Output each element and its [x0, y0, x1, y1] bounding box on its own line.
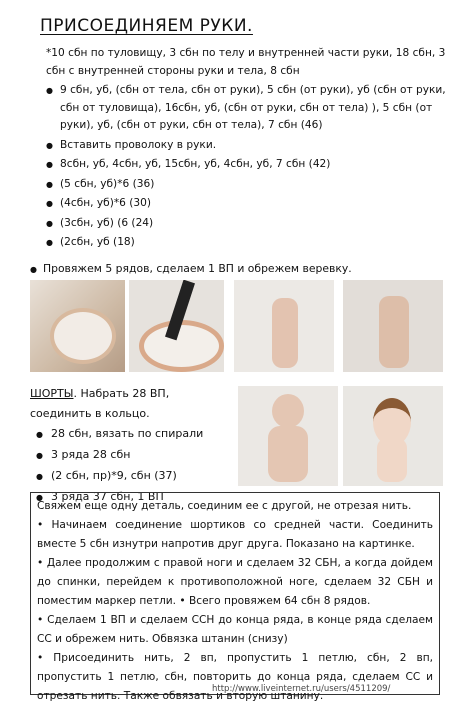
- shorts-heading: ШОРТЫ: [30, 387, 74, 400]
- list-item: ● 28 сбн, вязать по спирали: [36, 424, 230, 445]
- list-item: ● Вставить проволоку в руки.: [46, 137, 466, 155]
- intro-text: *10 сбн по туловищу, 3 сбн по телу и внутренней части руки, 18 сбн, 3 сбн с внутренней стороны руки и тела, 8 сбн: [46, 47, 446, 77]
- box-paragraph: • Присоединить нить, 2 вп, пропустить 1 петлю, сбн, 2 вп, пропустить 1 петлю, сбн, повторить до конца ряда, сделаем СС и отрезать нить. Также обвязать и вторую штанину.: [37, 652, 433, 702]
- photo-crocheting: [129, 280, 224, 372]
- watermark-url: http://www.liveinternet.ru/users/4511209/: [212, 684, 391, 694]
- tie-off-note: ● Провяжем 5 рядов, сделаем 1 ВП и обрежем веревку.: [30, 262, 352, 275]
- list-item: ● 3 ряда 37 сбн, 1 ВП: [36, 487, 230, 508]
- list-item: ● 8сбн, уб, 4сбн, уб, 15сбн, уб, 4сбн, уб, 7 сбн (42): [46, 156, 466, 174]
- photo-doll-body: [238, 386, 338, 486]
- box-paragraph: • Сделаем 1 ВП и сделаем ССН до конца ряда, в конце ряда сделаем СС и обрежем нить. Обвязка штанин (снизу): [37, 614, 433, 645]
- box-paragraph: Свяжем еще одну деталь, соединим ее с другой, не отрезая нить.: [37, 500, 412, 512]
- box-paragraph: • Начинаем соединение шортиков со средней части. Соединить вместе 5 сбн изнутри напротив друг друга. Показано на картинке.: [37, 519, 433, 550]
- list-item: ● (2 сбн, пр)*9, сбн (37): [36, 466, 230, 487]
- instructions-box: [30, 492, 440, 702]
- page-title: ПРИСОЕДИНЯЕМ РУКИ.: [40, 16, 253, 36]
- photo-stuffing: [30, 280, 125, 372]
- shorts-section: [30, 384, 230, 508]
- list-item: ● (4сбн, уб)*6 (30): [46, 195, 466, 213]
- box-paragraph: • Далее продолжим с правой ноги и сделаем 32 СБН, а когда дойдем до спинки, перейдем к противоположной ноге, сделаем 32 СБН и поместим маркер петли. • Всего провяжем 64 сбн 8 рядов.: [37, 557, 433, 607]
- list-item: ● 3 ряда 28 сбн: [36, 445, 230, 466]
- shorts-heading-rest: . Набрать 28 ВП, соединить в кольцо.: [30, 387, 170, 420]
- list-item: ● (5 сбн, уб)*6 (36): [46, 176, 466, 194]
- photo-body-back: [343, 280, 443, 372]
- list-item: ● 9 сбн, уб, (сбн от тела, сбн от руки), 5 сбн (от руки), уб (сбн от руки, сбн от туловища), 16сбн, уб, (сбн от руки, сбн от тела) ), 5 сбн (от руки), уб, (сбн от руки, сбн от тела), 7 сбн (46): [46, 82, 466, 135]
- steps-list: [46, 82, 466, 254]
- photo-doll-finished: [343, 386, 443, 486]
- list-item: ● (3сбн, уб) (6 (24): [46, 215, 466, 233]
- list-item: ● (2сбн, уб (18): [46, 234, 466, 252]
- photo-body-front: [234, 280, 334, 372]
